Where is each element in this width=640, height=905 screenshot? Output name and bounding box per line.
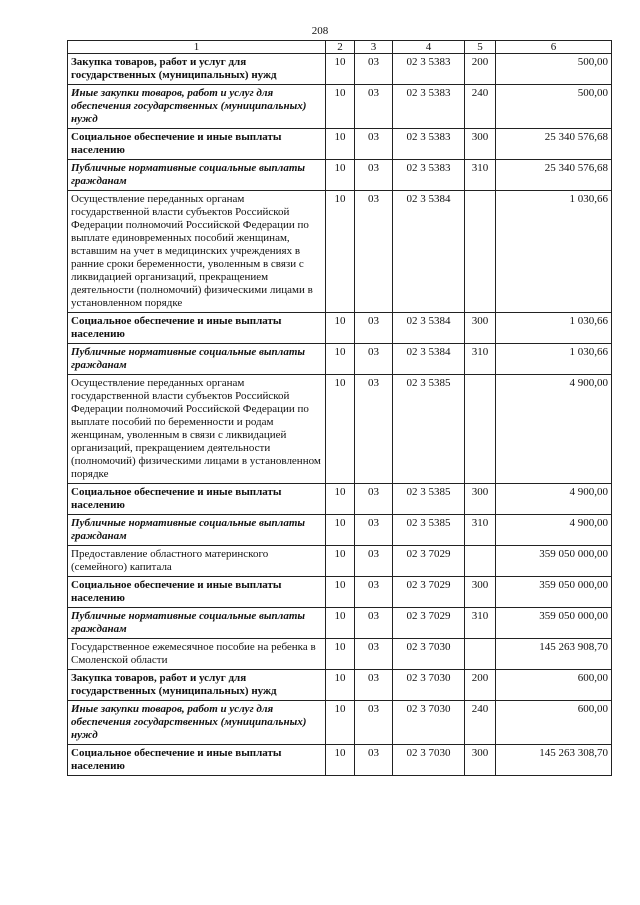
row-name-cell: Закупка товаров, работ и услуг для государственных (муниципальных) нужд (68, 670, 326, 701)
section-code-cell: 10 (326, 129, 355, 160)
section-code-cell: 10 (326, 639, 355, 670)
table-row (68, 701, 612, 745)
table-row (68, 344, 612, 375)
target-article-code-cell: 02 3 7029 (393, 577, 465, 608)
row-name-cell: Социальное обеспечение и иные выплаты населению (68, 129, 326, 160)
page-number: 208 (311, 25, 329, 37)
row-name-cell: Осуществление переданных органам государственной власти субъектов Российской Федерации полномочий Российской Федерации по выплате единовременных пособий женщинам, вставшим на учет в медицинских учреждениях в ранние сроки беременности, уволенным в связи с ликвидацией организаций, прекращением деятельности (полномочий) физическими лицами в установленном порядке (68, 191, 326, 313)
table-row (68, 608, 612, 639)
subsection-code-cell: 03 (355, 608, 393, 639)
section-code-cell: 10 (326, 375, 355, 484)
expense-type-code-cell (465, 546, 496, 577)
row-name-cell: Публичные нормативные социальные выплаты гражданам (68, 515, 326, 546)
target-article-code-cell: 02 3 5384 (393, 344, 465, 375)
subsection-code-cell: 03 (355, 515, 393, 546)
amount-cell: 600,00 (496, 701, 612, 745)
subsection-code-cell: 03 (355, 546, 393, 577)
amount-cell: 1 030,66 (496, 313, 612, 344)
amount-cell: 500,00 (496, 54, 612, 85)
target-article-code-cell: 02 3 7030 (393, 701, 465, 745)
row-name-cell: Публичные нормативные социальные выплаты гражданам (68, 160, 326, 191)
table-row (68, 129, 612, 160)
subsection-code-cell: 03 (355, 129, 393, 160)
table-row (68, 745, 612, 776)
subsection-code-cell: 03 (355, 577, 393, 608)
header-row (68, 41, 612, 54)
amount-cell: 145 263 908,70 (496, 639, 612, 670)
table-row (68, 546, 612, 577)
section-code-cell: 10 (326, 313, 355, 344)
expense-type-code-cell: 300 (465, 129, 496, 160)
table-row (68, 160, 612, 191)
expense-type-code-cell (465, 375, 496, 484)
section-code-cell: 10 (326, 85, 355, 129)
subsection-code-cell: 03 (355, 54, 393, 85)
section-code-cell: 10 (326, 701, 355, 745)
row-name-cell: Закупка товаров, работ и услуг для государственных (муниципальных) нужд (68, 54, 326, 85)
expense-type-code-cell: 310 (465, 515, 496, 546)
expense-type-code-cell: 240 (465, 701, 496, 745)
section-code-cell: 10 (326, 577, 355, 608)
row-name-cell: Социальное обеспечение и иные выплаты населению (68, 745, 326, 776)
row-name-cell: Осуществление переданных органам государственной власти субъектов Российской Федерации полномочий Российской Федерации по выплате пособий по беременности и родам женщинам, уволенным в связи с ликвидацией организаций, прекращением деятельности (полномочий) физическими лицами в установленном порядке (68, 375, 326, 484)
expense-type-code-cell: 310 (465, 160, 496, 191)
expense-type-code-cell: 300 (465, 484, 496, 515)
target-article-code-cell: 02 3 7029 (393, 608, 465, 639)
amount-cell: 1 030,66 (496, 191, 612, 313)
target-article-code-cell: 02 3 5385 (393, 375, 465, 484)
subsection-code-cell: 03 (355, 745, 393, 776)
target-article-code-cell: 02 3 5385 (393, 484, 465, 515)
row-name-cell: Государственное ежемесячное пособие на ребенка в Смоленской области (68, 639, 326, 670)
section-code-cell: 10 (326, 344, 355, 375)
subsection-code-cell: 03 (355, 160, 393, 191)
section-code-cell: 10 (326, 160, 355, 191)
target-article-code-cell: 02 3 5383 (393, 54, 465, 85)
row-name-cell: Социальное обеспечение и иные выплаты населению (68, 484, 326, 515)
table-row (68, 515, 612, 546)
target-article-code-cell: 02 3 7030 (393, 639, 465, 670)
table-header (68, 41, 612, 54)
row-name-cell: Социальное обеспечение и иные выплаты населению (68, 313, 326, 344)
row-name-cell: Социальное обеспечение и иные выплаты населению (68, 577, 326, 608)
expense-type-code-cell: 310 (465, 344, 496, 375)
row-name-cell: Публичные нормативные социальные выплаты гражданам (68, 608, 326, 639)
amount-cell: 359 050 000,00 (496, 546, 612, 577)
expense-type-code-cell: 240 (465, 85, 496, 129)
table-row (68, 54, 612, 85)
amount-cell: 500,00 (496, 85, 612, 129)
target-article-code-cell: 02 3 7030 (393, 670, 465, 701)
expense-type-code-cell: 310 (465, 608, 496, 639)
section-code-cell: 10 (326, 484, 355, 515)
target-article-code-cell: 02 3 5383 (393, 160, 465, 191)
amount-cell: 4 900,00 (496, 515, 612, 546)
section-code-cell: 10 (326, 670, 355, 701)
target-article-code-cell: 02 3 5384 (393, 313, 465, 344)
amount-cell: 359 050 000,00 (496, 577, 612, 608)
amount-cell: 600,00 (496, 670, 612, 701)
expense-type-code-cell: 300 (465, 313, 496, 344)
budget-table (67, 40, 612, 776)
expense-type-code-cell (465, 191, 496, 313)
expense-type-code-cell: 300 (465, 577, 496, 608)
row-name-cell: Публичные нормативные социальные выплаты гражданам (68, 344, 326, 375)
table-row (68, 484, 612, 515)
expense-type-code-cell (465, 639, 496, 670)
subsection-code-cell: 03 (355, 191, 393, 313)
amount-cell: 25 340 576,68 (496, 160, 612, 191)
table-row (68, 85, 612, 129)
row-name-cell: Предоставление областного материнского (семейного) капитала (68, 546, 326, 577)
table-row (68, 191, 612, 313)
table-row (68, 313, 612, 344)
expense-type-code-cell: 200 (465, 54, 496, 85)
header-col-2: 2 (326, 41, 355, 54)
target-article-code-cell: 02 3 5383 (393, 129, 465, 160)
header-col-5: 5 (465, 41, 496, 54)
subsection-code-cell: 03 (355, 701, 393, 745)
section-code-cell: 10 (326, 515, 355, 546)
target-article-code-cell: 02 3 7029 (393, 546, 465, 577)
expense-type-code-cell: 300 (465, 745, 496, 776)
header-col-4: 4 (393, 41, 465, 54)
target-article-code-cell: 02 3 7030 (393, 745, 465, 776)
section-code-cell: 10 (326, 608, 355, 639)
subsection-code-cell: 03 (355, 313, 393, 344)
table-row (68, 639, 612, 670)
amount-cell: 25 340 576,68 (496, 129, 612, 160)
table-row (68, 670, 612, 701)
section-code-cell: 10 (326, 191, 355, 313)
expense-type-code-cell: 200 (465, 670, 496, 701)
amount-cell: 1 030,66 (496, 344, 612, 375)
subsection-code-cell: 03 (355, 639, 393, 670)
subsection-code-cell: 03 (355, 670, 393, 701)
subsection-code-cell: 03 (355, 85, 393, 129)
header-col-1: 1 (68, 41, 326, 54)
target-article-code-cell: 02 3 5383 (393, 85, 465, 129)
target-article-code-cell: 02 3 5385 (393, 515, 465, 546)
subsection-code-cell: 03 (355, 375, 393, 484)
target-article-code-cell: 02 3 5384 (393, 191, 465, 313)
section-code-cell: 10 (326, 745, 355, 776)
table-row (68, 577, 612, 608)
section-code-cell: 10 (326, 546, 355, 577)
table-body (68, 54, 612, 776)
header-col-3: 3 (355, 41, 393, 54)
amount-cell: 359 050 000,00 (496, 608, 612, 639)
amount-cell: 4 900,00 (496, 375, 612, 484)
amount-cell: 4 900,00 (496, 484, 612, 515)
header-col-6: 6 (496, 41, 612, 54)
row-name-cell: Иные закупки товаров, работ и услуг для обеспечения государственных (муниципальных) нужд (68, 85, 326, 129)
subsection-code-cell: 03 (355, 344, 393, 375)
amount-cell: 145 263 308,70 (496, 745, 612, 776)
subsection-code-cell: 03 (355, 484, 393, 515)
row-name-cell: Иные закупки товаров, работ и услуг для обеспечения государственных (муниципальных) нужд (68, 701, 326, 745)
section-code-cell: 10 (326, 54, 355, 85)
table-row (68, 375, 612, 484)
